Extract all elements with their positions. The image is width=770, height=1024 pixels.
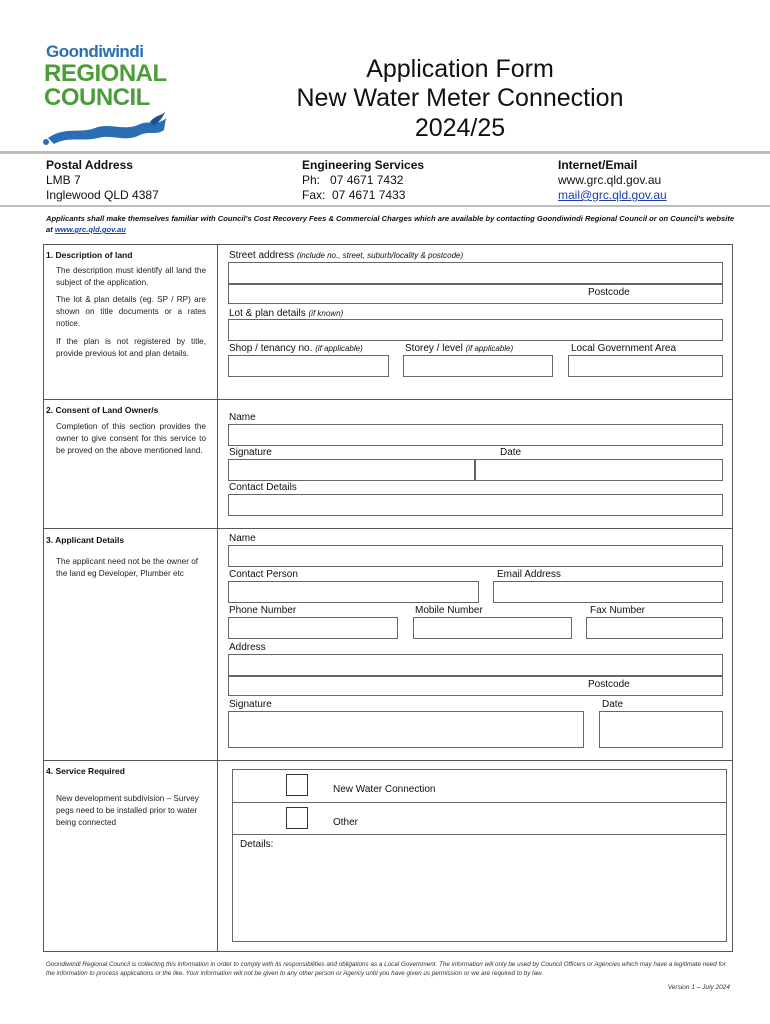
council-logo (40, 38, 170, 146)
website-link[interactable]: www.grc.qld.gov.au (558, 173, 662, 187)
fax-number-field[interactable] (586, 617, 723, 639)
service-details-label: Details: (240, 839, 274, 850)
river-icon (40, 108, 170, 148)
section-2-title: 2. Consent of Land Owner/s (46, 405, 159, 415)
owner-contact-field[interactable] (228, 494, 723, 516)
contact-person-label: Contact Person (229, 569, 298, 580)
internet-heading: Internet/Email (558, 158, 638, 172)
street-address-field[interactable] (228, 262, 723, 284)
fees-notice (46, 213, 736, 235)
street-address-field-2[interactable] (228, 284, 723, 304)
section-1-desc-1: The description must identify all land the subject of the application. (56, 266, 206, 287)
section-4-title: 4. Service Required (46, 766, 125, 776)
other-service-label: Other (333, 817, 359, 828)
applicant-name-field[interactable] (228, 545, 723, 567)
logo-text-goondiwindi: Goondiwindi (46, 42, 144, 61)
owner-name-label: Name (229, 412, 256, 423)
applicant-address-field[interactable] (228, 654, 723, 676)
lot-plan-label: Lot & plan details (if known) (229, 308, 344, 319)
applicant-address-label: Address (229, 642, 266, 653)
applicant-date-label: Date (602, 699, 624, 710)
postal-heading: Postal Address (46, 158, 133, 172)
mobile-number-field[interactable] (413, 617, 572, 639)
phone-number-field[interactable] (228, 617, 398, 639)
fees-notice-link[interactable]: www.grc.qld.gov.au (54, 225, 126, 234)
section-divider-1 (43, 399, 733, 400)
engineering-heading: Engineering Services (302, 158, 425, 172)
lga-field[interactable] (568, 355, 723, 377)
logo-text-regional: REGIONAL (44, 60, 167, 87)
lga-label: Local Government Area (571, 343, 677, 354)
owner-contact-label: Contact Details (229, 482, 297, 493)
applicant-signature-label: Signature (229, 699, 272, 710)
postcode-label: Postcode (588, 287, 630, 298)
logo-text-council: COUNCIL (44, 84, 150, 111)
applicant-date-field[interactable] (599, 711, 723, 748)
postal-line-2: Inglewood QLD 4387 (46, 188, 159, 202)
fees-notice-text: Applicants shall make themselves familiar with Council's Cost Recovery Fees & Commercial Charges which are available by contacting Goondiwindi Regional Council or on Council's website at (46, 214, 735, 234)
owner-signature-field[interactable] (228, 459, 475, 481)
applicant-address-field-2[interactable] (228, 676, 723, 696)
title-line-3: 2024/25 (414, 114, 506, 142)
section-4-desc: New development subdivision – Survey pegs need to be installed prior to water being connected (56, 794, 199, 827)
new-water-connection-label: New Water Connection (333, 784, 436, 795)
privacy-notice: Goondiwindi Regional Council is collecting this information in order to comply with its responsibilities and obligations as a Local Government. The information will only be used by Council Officers or Agencies which may have a legitimate need for the information to process applications or the like. Your information will not be given to any other person or Agency until you have given us permission or we are required to by law. (46, 961, 726, 977)
email-address-field[interactable] (493, 581, 723, 603)
applicant-postcode-label: Postcode (588, 679, 630, 690)
postal-line-1: LMB 7 (46, 173, 81, 187)
phone-number-label: Phone Number (229, 605, 297, 616)
contact-person-field[interactable] (228, 581, 479, 603)
header-divider (0, 151, 770, 154)
title-line-2: New Water Meter Connection (296, 84, 624, 112)
street-address-label: Street address (include no., street, suburb/locality & postcode) (229, 250, 464, 261)
mobile-number-label: Mobile Number (415, 605, 483, 616)
section-1-desc-2: The lot & plan details (eg. SP / RP) are shown on title documents or a rates notice. (56, 295, 206, 328)
storey-level-label: Storey / level (if applicable) (405, 343, 514, 354)
email-address-label: Email Address (497, 569, 561, 580)
service-details-field[interactable] (232, 834, 727, 942)
applicant-name-label: Name (229, 533, 256, 544)
shop-tenancy-label: Shop / tenancy no. (if applicable) (229, 343, 363, 354)
applicant-signature-field[interactable] (228, 711, 584, 748)
engineering-phone: Ph: 07 4671 7432 (302, 173, 404, 187)
new-water-connection-checkbox[interactable] (286, 774, 308, 796)
other-service-checkbox[interactable] (286, 807, 308, 829)
shop-tenancy-field[interactable] (228, 355, 389, 377)
lot-plan-field[interactable] (228, 319, 723, 341)
email-link[interactable]: mail@grc.qld.gov.au (558, 188, 667, 202)
section-3-desc: The applicant need not be the owner of the land eg Developer, Plumber etc (56, 557, 199, 578)
section-1-title: 1. Description of land (46, 250, 133, 260)
title-line-1: Application Form (366, 55, 554, 83)
owner-date-label: Date (500, 447, 522, 458)
fax-number-label: Fax Number (590, 605, 646, 616)
owner-signature-label: Signature (229, 447, 272, 458)
storey-level-field[interactable] (403, 355, 553, 377)
section-3-title: 3. Applicant Details (46, 535, 125, 545)
engineering-fax: Fax: 07 4671 7433 (302, 188, 406, 202)
section-divider-3 (43, 760, 733, 761)
column-divider (217, 244, 218, 952)
version-label: Version 1 – July 2024 (667, 984, 730, 991)
contact-divider (0, 205, 770, 207)
owner-date-field[interactable] (475, 459, 723, 481)
section-1-desc-3: If the plan is not registered by title, provide previous lot and plan details. (56, 337, 206, 358)
section-divider-2 (43, 528, 733, 529)
owner-name-field[interactable] (228, 424, 723, 446)
section-2-desc: Completion of this section provides the owner to give consent for this service to be proved on the above mentioned land. (56, 422, 206, 455)
